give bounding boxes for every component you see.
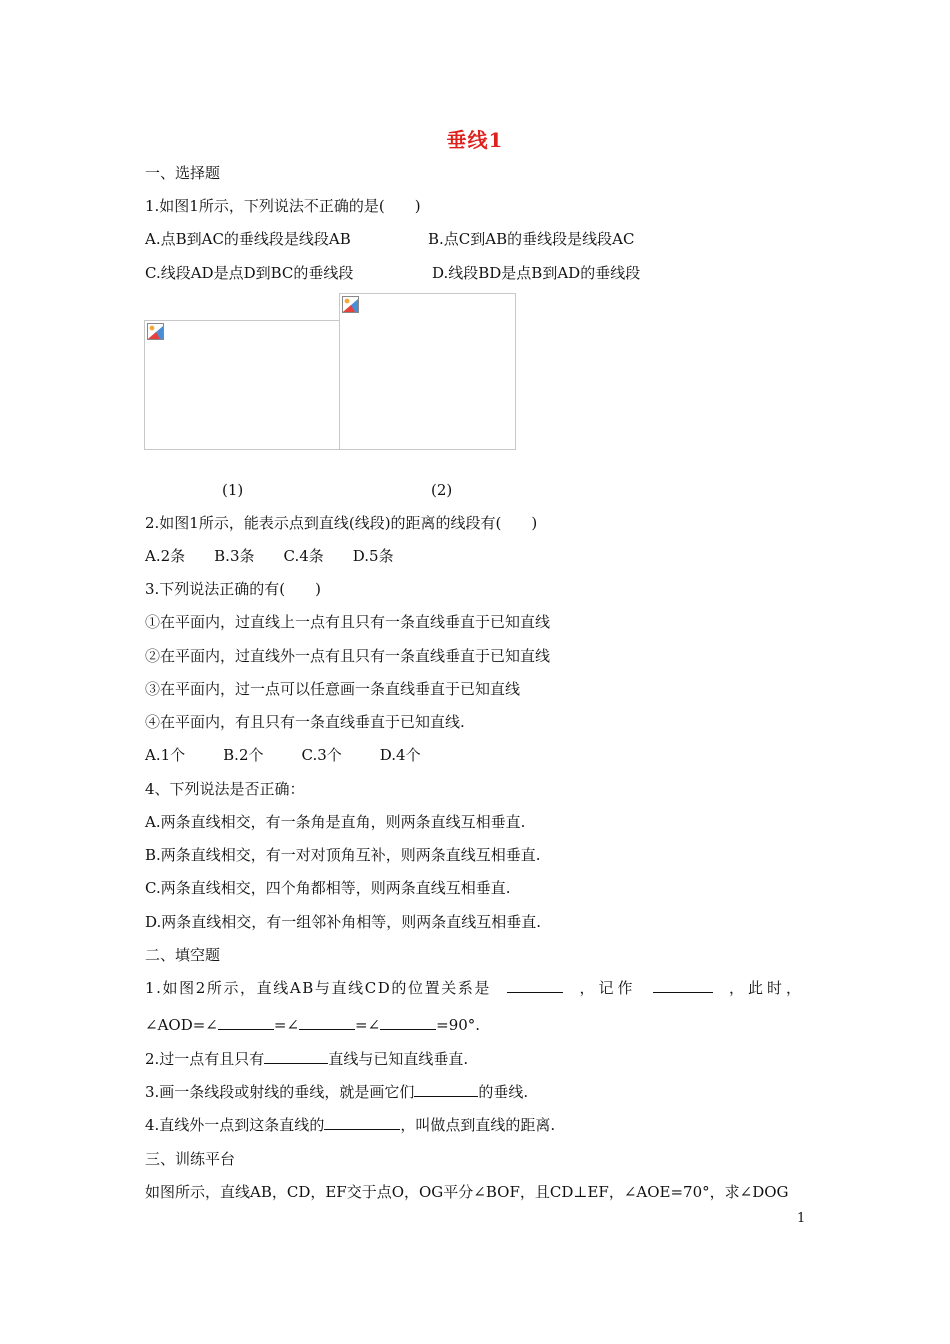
fill-q2-text-1: 2.过一点有且只有 bbox=[145, 1050, 265, 1068]
q2-options bbox=[145, 546, 394, 566]
fill-q3-text-2: 的垂线. bbox=[478, 1083, 529, 1101]
q3-options bbox=[145, 745, 421, 765]
fill-blank bbox=[299, 1015, 355, 1030]
fill-q1-angle-2: =∠ bbox=[273, 1016, 300, 1034]
fill-blank bbox=[264, 1049, 328, 1064]
q1-option-a: A.点B到AC的垂线段是线段AB bbox=[145, 230, 351, 248]
page-number: 1 bbox=[797, 1211, 806, 1226]
fill-q4-text-1: 4.直线外一点到这条直线的 bbox=[145, 1116, 325, 1134]
q2-option-a: A.2条 bbox=[145, 547, 186, 565]
fill-blank bbox=[218, 1015, 274, 1030]
q3-option-a: A.1个 bbox=[145, 746, 186, 764]
q4-statement-a: A.两条直线相交，有一条角是直角，则两条直线互相垂直. bbox=[145, 813, 526, 831]
fill-q4 bbox=[145, 1115, 555, 1135]
fill-q3-text-1: 3.画一条线段或射线的垂线，就是画它们 bbox=[145, 1083, 415, 1101]
fill-q1-line2 bbox=[145, 1015, 480, 1035]
q4-stem: 4、下列说法是否正确： bbox=[145, 780, 305, 798]
q3-statement-3: ③在平面内，过一点可以任意画一条直线垂直于已知直线 bbox=[145, 680, 521, 698]
q3-option-b: B.2个 bbox=[223, 746, 264, 764]
q4-statement-b: B.两条直线相交，有一对对顶角互补，则两条直线互相垂直. bbox=[145, 846, 541, 864]
fill-q1-angle-4: =90°. bbox=[436, 1016, 481, 1034]
q3-option-d: D.4个 bbox=[379, 746, 421, 764]
q1-option-d: D.线段BD是点B到AD的垂线段 bbox=[432, 264, 641, 282]
q2-stem: 2.如图1所示，能表示点到直线(线段)的距离的线段有( ) bbox=[145, 514, 538, 532]
q1-stem: 1.如图1所示，下列说法不正确的是( ) bbox=[145, 197, 421, 215]
figure-1-caption: (1) bbox=[222, 481, 244, 499]
fill-q4-text-2: ，叫做点到直线的距离. bbox=[400, 1116, 556, 1134]
fill-q1-text-2: ，记作 bbox=[579, 979, 637, 997]
figure-2-caption: (2) bbox=[431, 481, 453, 499]
fill-blank bbox=[653, 978, 713, 993]
q2-option-c: C.4条 bbox=[283, 547, 324, 565]
fill-blank bbox=[507, 978, 563, 993]
fill-q1-line1 bbox=[145, 978, 805, 998]
q4-statement-c: C.两条直线相交，四个角都相等，则两条直线互相垂直. bbox=[145, 879, 511, 897]
fill-q1-angle-3: =∠ bbox=[355, 1016, 381, 1034]
document-title: 垂线1 bbox=[446, 128, 504, 152]
fill-q2 bbox=[145, 1049, 468, 1069]
q1-option-b: B.点C到AB的垂线段是线段AC bbox=[428, 230, 635, 248]
figure-2-placeholder bbox=[339, 293, 516, 450]
q2-option-d: D.5条 bbox=[352, 547, 394, 565]
q4-statement-d: D.两条直线相交，有一组邻补角相等，则两条直线互相垂直. bbox=[145, 913, 542, 931]
broken-image-icon bbox=[342, 296, 359, 313]
section-choice-heading: 一、选择题 bbox=[145, 164, 221, 182]
fill-blank bbox=[414, 1082, 478, 1097]
fill-q1-text-3: ，此时， bbox=[728, 979, 805, 997]
q3-option-c: C.3个 bbox=[301, 746, 342, 764]
q3-statement-2: ②在平面内，过直线外一点有且只有一条直线垂直于已知直线 bbox=[145, 647, 551, 665]
q3-statement-1: ①在平面内，过直线上一点有且只有一条直线垂直于已知直线 bbox=[145, 613, 551, 631]
broken-image-icon bbox=[147, 323, 164, 340]
fill-q3 bbox=[145, 1082, 528, 1102]
figure-1-placeholder bbox=[144, 320, 340, 450]
q3-statement-4: ④在平面内，有且只有一条直线垂直于已知直线. bbox=[145, 713, 465, 731]
training-question: 如图所示，直线AB，CD，EF交于点O，OG平分∠BOF，且CD⊥EF，∠AOE=70°，求∠DOG bbox=[145, 1183, 789, 1201]
fill-q1-text-1: 1.如图2所示，直线AB与直线CD的位置关系是 bbox=[145, 979, 492, 997]
fill-q2-text-2: 直线与已知直线垂直. bbox=[328, 1050, 469, 1068]
q1-option-c: C.线段AD是点D到BC的垂线段 bbox=[145, 264, 354, 282]
section-fill-heading: 二、填空题 bbox=[145, 946, 221, 964]
fill-q1-angle-1: ∠AOD=∠ bbox=[145, 1016, 218, 1034]
section-training-heading: 三、训练平台 bbox=[145, 1150, 236, 1168]
q3-stem: 3.下列说法正确的有( ) bbox=[145, 580, 322, 598]
fill-blank bbox=[380, 1015, 436, 1030]
fill-blank bbox=[324, 1115, 400, 1130]
q2-option-b: B.3条 bbox=[214, 547, 255, 565]
